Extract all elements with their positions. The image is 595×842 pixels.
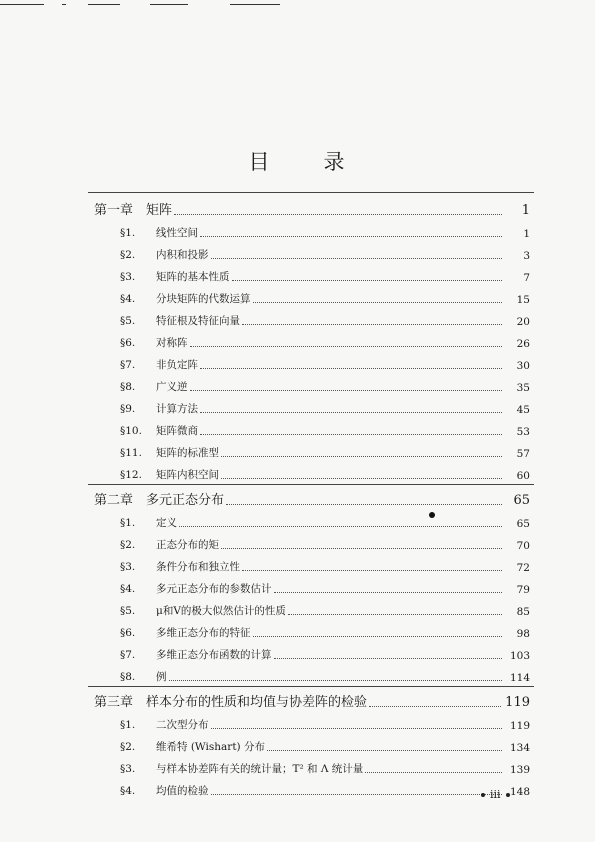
toc-entry[interactable]	[94, 218, 530, 240]
section-title: 均值的检验	[156, 785, 209, 797]
leader-dots	[253, 635, 503, 637]
chapter-1-entry[interactable]	[94, 192, 530, 218]
page-number: 134	[509, 742, 530, 754]
chapter-title: 多元正态分布	[146, 493, 225, 508]
page-number: 103	[509, 650, 530, 662]
toc-entry[interactable]	[94, 662, 530, 684]
section-number: §3.	[120, 271, 136, 283]
toc-entry[interactable]	[94, 508, 530, 530]
section-title: 线性空间	[156, 227, 198, 239]
section-number: §3.	[120, 763, 136, 775]
chapter-number: 第一章	[94, 203, 134, 218]
chapter-2-entry[interactable]	[94, 482, 530, 508]
leader-dots	[211, 727, 503, 729]
page-number: 70	[516, 540, 530, 552]
page-number: 7	[523, 272, 530, 284]
page-number: 72	[516, 562, 530, 574]
folio-number: iii	[490, 788, 501, 801]
leader-dots	[274, 657, 503, 659]
page-folio	[476, 788, 515, 801]
leader-dots	[200, 235, 502, 237]
page-number: 3	[523, 250, 530, 262]
page-number: 30	[516, 360, 530, 372]
section-number: §10.	[120, 425, 142, 437]
title-char-left: 目	[248, 150, 272, 174]
page-number: 1	[521, 203, 530, 218]
leader-dots	[190, 345, 503, 347]
section-title: 计算方法	[156, 403, 198, 415]
leader-dots	[274, 591, 503, 593]
section-title: μ和V的极大似然估计的性质	[156, 605, 286, 617]
page-title	[0, 146, 595, 176]
title-char-right: 录	[323, 150, 347, 174]
ink-speck	[429, 512, 435, 518]
section-number: §12.	[120, 469, 142, 481]
section-number: §7.	[120, 649, 136, 661]
section-title: 矩阵内积空间	[156, 469, 219, 481]
toc-entry[interactable]	[94, 284, 530, 306]
chapter-title: 样本分布的性质和均值与协差阵的检验	[146, 695, 368, 710]
toc-entry[interactable]	[94, 732, 530, 754]
section-title: 非负定阵	[156, 359, 198, 371]
scan-edge-marks	[0, 0, 595, 8]
section-number: §2.	[120, 249, 136, 261]
chapter-1-sections	[94, 218, 530, 482]
page-number: 65	[516, 518, 530, 530]
section-title: 多维正态分布的特征	[156, 627, 251, 639]
page-number: 20	[516, 316, 530, 328]
section-number: §1.	[120, 719, 136, 731]
section-number: §1.	[120, 227, 136, 239]
section-number: §8.	[120, 381, 136, 393]
toc-entry[interactable]	[94, 394, 530, 416]
toc-entry[interactable]	[94, 574, 530, 596]
page-number: 35	[516, 382, 530, 394]
page-number: 119	[509, 720, 530, 732]
section-title: 二次型分布	[156, 719, 209, 731]
toc-entry[interactable]	[94, 776, 530, 798]
chapter-title: 矩阵	[146, 203, 173, 218]
leader-dots	[226, 503, 502, 505]
chapter-3-entry[interactable]	[94, 684, 530, 710]
section-title: 与样本协差阵有关的统计量；T² 和 Λ 统计量	[156, 763, 364, 775]
section-title: 对称阵	[156, 337, 188, 349]
section-title: 广义逆	[156, 381, 188, 393]
toc-entry[interactable]	[94, 372, 530, 394]
section-number: §2.	[120, 741, 136, 753]
toc-entry[interactable]	[94, 618, 530, 640]
toc-entry[interactable]	[94, 460, 530, 482]
chapter-3-sections	[94, 710, 530, 798]
section-number: §1.	[120, 517, 136, 529]
section-title: 例	[156, 671, 167, 683]
leader-dots	[200, 433, 502, 435]
section-number: §5.	[120, 605, 136, 617]
page-number: 57	[516, 448, 530, 460]
toc-entry[interactable]	[94, 754, 530, 776]
leader-dots	[369, 705, 501, 707]
toc-entry[interactable]	[94, 416, 530, 438]
leader-dots	[365, 771, 502, 773]
section-title: 特征根及特征向量	[156, 315, 240, 327]
page-number: 15	[516, 294, 530, 306]
section-number: §6.	[120, 337, 136, 349]
section-number: §11.	[120, 447, 142, 459]
page-number: 114	[509, 672, 530, 684]
section-title: 矩阵的标准型	[156, 447, 219, 459]
section-number: §7.	[120, 359, 136, 371]
chapter-number: 第三章	[94, 695, 134, 710]
chapter-2-sections	[94, 508, 530, 684]
page-number: 53	[516, 426, 530, 438]
page-number: 65	[513, 493, 530, 508]
section-title: 内积和投影	[156, 249, 209, 261]
toc-entry[interactable]	[94, 328, 530, 350]
section-number: §8.	[120, 671, 136, 683]
page-number: 85	[516, 606, 530, 618]
leader-dots	[190, 389, 503, 391]
toc-entry[interactable]	[94, 552, 530, 574]
leader-dots	[253, 301, 503, 303]
section-number: §4.	[120, 583, 136, 595]
page-number: 119	[505, 695, 530, 710]
section-title: 多维正态分布函数的计算	[156, 649, 272, 661]
leader-dots	[232, 279, 503, 281]
leader-dots	[200, 367, 502, 369]
page-number: 60	[516, 470, 530, 482]
page-number: 26	[516, 338, 530, 350]
page-number: 98	[516, 628, 530, 640]
section-title: 矩阵的基本性质	[156, 271, 230, 283]
leader-dots	[221, 547, 502, 549]
toc-entry[interactable]	[94, 306, 530, 328]
section-title: 分块矩阵的代数运算	[156, 293, 251, 305]
table-of-contents	[94, 192, 530, 798]
leader-dots	[242, 323, 502, 325]
section-title: 定义	[156, 517, 177, 529]
leader-dots	[267, 749, 502, 751]
section-number: §4.	[120, 785, 136, 797]
toc-entry[interactable]	[94, 350, 530, 372]
leader-dots	[211, 257, 503, 259]
leader-dots	[242, 569, 502, 571]
toc-entry[interactable]	[94, 530, 530, 552]
page-number: 1	[523, 228, 530, 240]
toc-entry[interactable]	[94, 262, 530, 284]
chapter-number: 第二章	[94, 493, 134, 508]
toc-entry[interactable]	[94, 710, 530, 732]
section-number: §3.	[120, 561, 136, 573]
toc-entry[interactable]	[94, 240, 530, 262]
section-title: 多元正态分布的参数估计	[156, 583, 272, 595]
toc-entry[interactable]	[94, 438, 530, 460]
page-number: 139	[509, 764, 530, 776]
section-number: §6.	[120, 627, 136, 639]
toc-entry[interactable]	[94, 596, 530, 618]
page-number: 45	[516, 404, 530, 416]
leader-dots	[221, 455, 502, 457]
leader-dots	[221, 477, 502, 479]
section-number: §2.	[120, 539, 136, 551]
page-number: 148	[509, 786, 530, 798]
leader-dots	[211, 793, 503, 795]
section-title: 矩阵微商	[156, 425, 198, 437]
section-number: §9.	[120, 403, 136, 415]
leader-dots	[174, 213, 502, 215]
leader-dots	[200, 411, 502, 413]
page-number: 79	[516, 584, 530, 596]
section-number: §5.	[120, 315, 136, 327]
section-title: 维希特 (Wishart) 分布	[156, 741, 265, 753]
leader-dots	[288, 613, 502, 615]
section-number: §4.	[120, 293, 136, 305]
section-title: 正态分布的矩	[156, 539, 219, 551]
leader-dots	[169, 679, 503, 681]
leader-dots	[179, 525, 502, 527]
section-title: 条件分布和独立性	[156, 561, 240, 573]
toc-entry[interactable]	[94, 640, 530, 662]
